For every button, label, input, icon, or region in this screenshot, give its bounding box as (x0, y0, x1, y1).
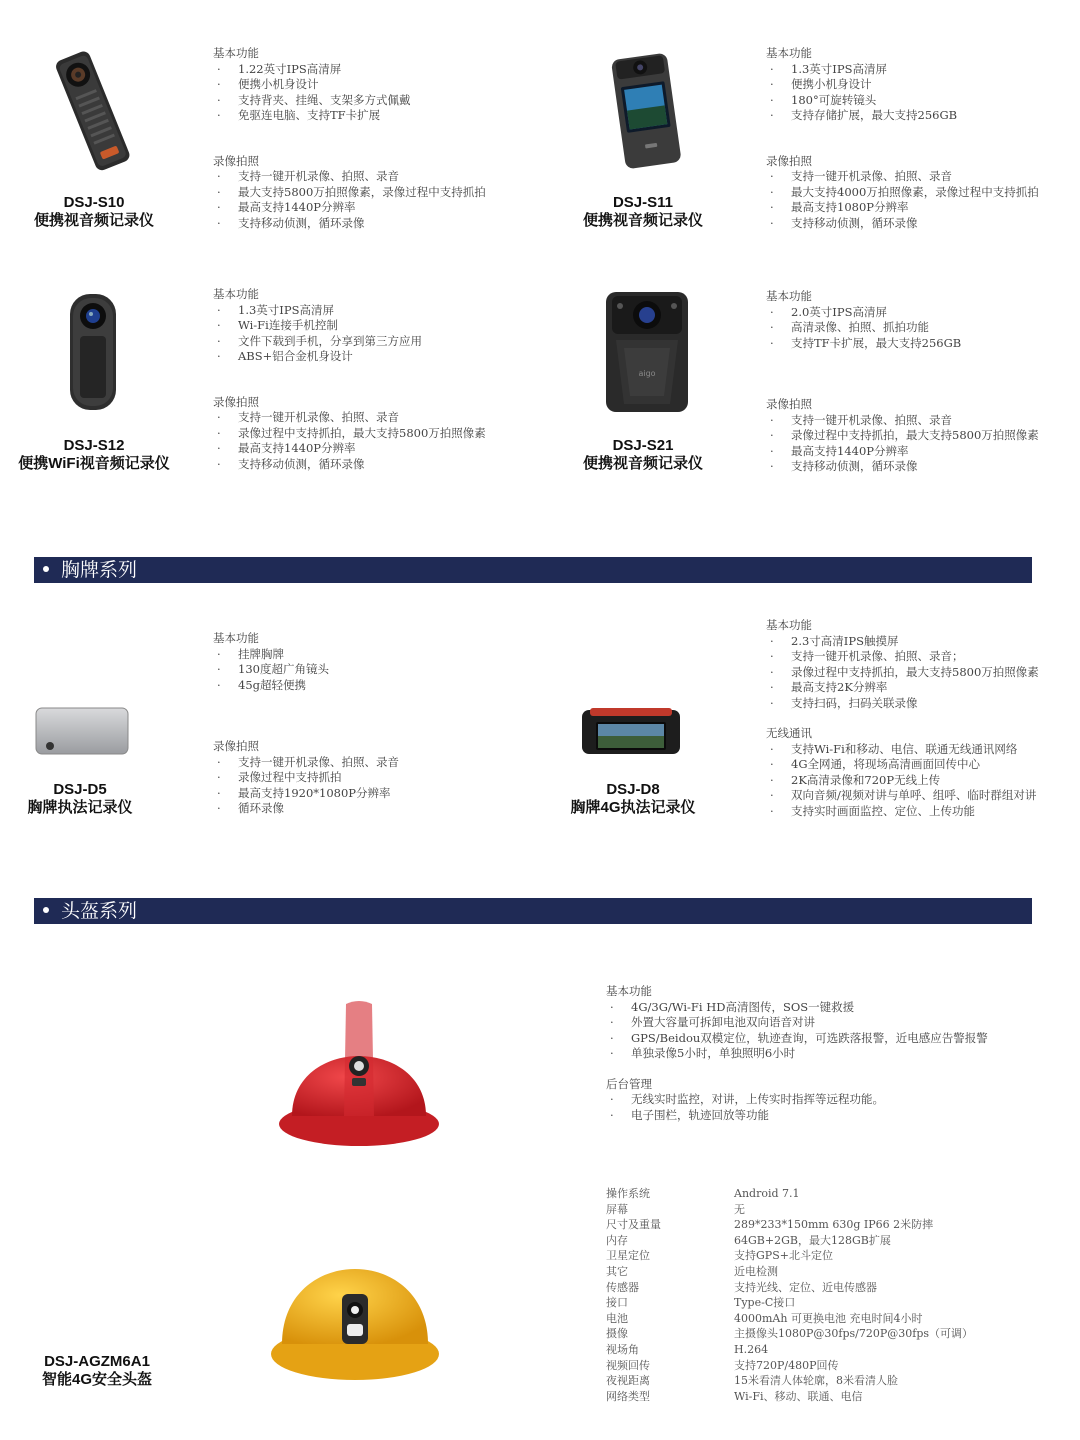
model-code: DSJ-D8 (606, 781, 660, 798)
spec-item: · 录像过程中支持抓拍 (213, 770, 399, 786)
dsj-s11-specs (766, 46, 1039, 231)
model-code: DSJ-D5 (53, 781, 107, 798)
spec-item: · 便携小机身设计 (213, 77, 486, 93)
spec-item: · 45g超轻便携 (213, 678, 399, 694)
spec-item: · 支持实时画面监控、定位、上传功能 (766, 804, 1039, 820)
spec-item: · 免驱连电脑、支持TF卡扩展 (213, 108, 486, 124)
spec-item: · 最大支持5800万拍照像素，录像过程中支持抓拍 (213, 185, 486, 201)
spec-item: · 支持一键开机录像、拍照、录音 (213, 169, 486, 185)
dsj-s10-title (24, 194, 164, 230)
spec-item: · 支持移动侦测，循环录像 (213, 216, 486, 232)
section-heading: 无线通讯 (766, 726, 812, 740)
dsj-s12-image (66, 292, 120, 412)
section-heading: 录像拍照 (213, 153, 259, 168)
model-code: DSJ-S10 (63, 194, 125, 211)
dsj-d5-image (34, 706, 130, 756)
dsj-d5-title (14, 781, 146, 817)
spec-value: Android 7.1 (734, 1187, 800, 1200)
svg-text:aigo: aigo (638, 369, 656, 378)
section-banner-title: 胸牌系列 (61, 559, 138, 581)
dsj-s21-title (573, 437, 713, 473)
dsj-s12-specs (213, 287, 486, 472)
spec-key: 其它 (606, 1264, 628, 1278)
spec-row (606, 1264, 973, 1280)
spec-value: 无 (734, 1202, 745, 1216)
spec-item: · 挂牌胸牌 (213, 647, 399, 663)
spec-item: · 支持一键开机录像、拍照、录音 (213, 755, 399, 771)
spec-item: · 180°可旋转镜头 (766, 93, 1039, 109)
spec-item: · 文件下载到手机，分享到第三方应用 (213, 334, 486, 350)
spec-value: Wi-Fi、移动、联通、电信 (734, 1389, 863, 1403)
section-heading: 录像拍照 (213, 394, 259, 409)
spec-value: 支持720P/480P回传 (734, 1358, 839, 1372)
spec-item: · 外置大容量可拆卸电池双向语音对讲 (606, 1015, 988, 1031)
spec-item: · 130度超广角镜头 (213, 662, 399, 678)
section-heading: 录像拍照 (766, 153, 812, 168)
spec-row (606, 1233, 973, 1249)
spec-item: · 高清录像、拍照、抓拍功能 (766, 320, 1039, 336)
spec-key: 电池 (606, 1311, 628, 1325)
spec-row (606, 1311, 973, 1327)
spec-row (606, 1389, 973, 1405)
spec-item: · 4G/3G/Wi-Fi HD高清图传，SOS一键救援 (606, 1000, 988, 1016)
model-code: DSJ-S12 (63, 437, 125, 454)
spec-item: · 1.3英寸IPS高清屏 (766, 62, 1039, 78)
spec-item: · 录像过程中支持抓拍，最大支持5800万拍照像素 (213, 426, 486, 442)
section-heading: 基本功能 (213, 46, 259, 60)
spec-value: 289*233*150mm 630g IP66 2米防摔 (734, 1218, 934, 1232)
spec-value: 4000mAh 可更换电池 充电时间4小时 (734, 1311, 923, 1325)
spec-key: 网络类型 (606, 1389, 650, 1403)
spec-item: · 2.0英寸IPS高清屏 (766, 305, 1039, 321)
spec-item: · 支持背夹、挂绳、支架多方式佩戴 (213, 93, 486, 109)
spec-item: · 最高支持1440P分辨率 (213, 200, 486, 216)
spec-item: · 支持一键开机录像、拍照、录音 (766, 413, 1039, 429)
spec-key: 内存 (606, 1233, 628, 1247)
spec-row (606, 1326, 973, 1342)
spec-item: · 支持移动侦测，循环录像 (213, 457, 486, 473)
spec-item: · 支持移动侦测，循环录像 (766, 216, 1039, 232)
section-banner-helmet (34, 898, 1032, 924)
spec-value: 15米看清人体轮廓，8米看清人脸 (734, 1374, 898, 1388)
dsj-d8-image (580, 706, 682, 756)
section-heading: 基本功能 (766, 618, 812, 632)
spec-item: · 便携小机身设计 (766, 77, 1039, 93)
dsj-s12-title (14, 437, 174, 473)
spec-item: · 支持一键开机录像、拍照、录音； (766, 649, 1039, 665)
spec-key: 视场角 (606, 1342, 639, 1356)
spec-item: · 循环录像 (213, 801, 399, 817)
spec-item: · 2.3寸高清IPS触摸屏 (766, 634, 1039, 650)
model-name: 便携WiFi视音频记录仪 (18, 455, 170, 472)
spec-item: · 单独录像5小时，单独照明6小时 (606, 1046, 988, 1062)
section-heading: 录像拍照 (213, 739, 259, 753)
spec-item: · 无线实时监控，对讲，上传实时指挥等远程功能。 (606, 1092, 988, 1108)
spec-key: 接口 (606, 1296, 628, 1310)
model-name: 智能4G安全头盔 (41, 1371, 152, 1388)
dsj-d8-title (563, 781, 703, 817)
spec-item: · 支持Wi-Fi和移动、电信、联通无线通讯网络 (766, 742, 1039, 758)
section-heading: 基本功能 (766, 46, 812, 60)
spec-row (606, 1217, 973, 1233)
spec-item: · GPS/Beidou双模定位，轨迹查询，可选跌落报警，近电感应告警报警 (606, 1031, 988, 1047)
spec-value: 64GB+2GB，最大128GB扩展 (734, 1233, 891, 1247)
spec-item: · 2K高清录像和720P无线上传 (766, 773, 1039, 789)
spec-item: · 双向音频/视频对讲与单呼、组呼、临时群组对讲 (766, 788, 1039, 804)
spec-value: 近电检测 (734, 1264, 778, 1278)
dsj-s21-specs (766, 289, 1039, 475)
helmet-title (24, 1353, 170, 1389)
spec-value: 支持光线、定位、近电传感器 (734, 1280, 877, 1294)
spec-key: 夜视距离 (606, 1374, 650, 1388)
spec-key: 操作系统 (606, 1187, 650, 1200)
model-code: DSJ-AGZM6A1 (44, 1353, 150, 1370)
dsj-d5-specs (213, 631, 399, 817)
spec-item: · 最高支持1920*1080P分辨率 (213, 786, 399, 802)
spec-row (606, 1373, 973, 1389)
spec-item: · 最高支持1080P分辨率 (766, 200, 1039, 216)
spec-item: · ABS+铝合金机身设计 (213, 349, 486, 365)
spec-item: · 录像过程中支持抓拍，最大支持5800万拍照像素 (766, 665, 1039, 681)
spec-key: 卫星定位 (606, 1249, 650, 1263)
spec-item: · 最大支持4000万拍照像素，录像过程中支持抓拍 (766, 185, 1039, 201)
bullet-icon (43, 566, 49, 572)
spec-item: · 电子围栏，轨迹回放等功能 (606, 1108, 988, 1124)
spec-row (606, 1342, 973, 1358)
spec-row (606, 1295, 973, 1311)
spec-item: · 1.22英寸IPS高清屏 (213, 62, 486, 78)
spec-item: · 支持扫码，扫码关联录像 (766, 696, 1039, 712)
section-banner-title: 头盔系列 (61, 900, 138, 922)
dsj-s10-image (50, 44, 134, 174)
helmet-spec-table (606, 1186, 973, 1404)
spec-key: 屏幕 (606, 1202, 628, 1216)
section-heading: 基本功能 (213, 287, 259, 301)
spec-item: · 最高支持1440P分辨率 (213, 441, 486, 457)
section-heading: 后台管理 (606, 1076, 652, 1091)
section-heading: 基本功能 (213, 631, 259, 645)
dsj-s10-specs (213, 46, 486, 231)
spec-key: 传感器 (606, 1280, 639, 1294)
bullet-icon (43, 907, 49, 913)
model-name: 便携视音频记录仪 (582, 455, 703, 472)
spec-item: · 1.3英寸IPS高清屏 (213, 303, 486, 319)
dsj-s21-image (604, 290, 690, 414)
model-code: DSJ-S21 (612, 437, 674, 454)
spec-value: 支持GPS+北斗定位 (734, 1249, 833, 1263)
helmet-specs (606, 984, 988, 1123)
spec-value: 主摄像头1080P@30fps/720P@30fps（可调） (734, 1327, 974, 1341)
spec-item: · 4G全网通，将现场高清画面回传中心 (766, 757, 1039, 773)
model-name: 便携视音频记录仪 (582, 212, 703, 229)
spec-key: 视频回传 (606, 1358, 650, 1372)
section-banner-badge (34, 557, 1032, 583)
model-name: 胸牌4G执法记录仪 (570, 799, 696, 816)
spec-row (606, 1186, 973, 1202)
spec-row (606, 1358, 973, 1374)
section-heading: 录像拍照 (766, 397, 812, 411)
spec-value: H.264 (734, 1342, 769, 1356)
spec-row (606, 1202, 973, 1218)
spec-item: · Wi-Fi连接手机控制 (213, 318, 486, 334)
spec-item: · 最高支持2K分辨率 (766, 680, 1039, 696)
spec-key: 尺寸及重量 (606, 1218, 661, 1232)
spec-item: · 支持一键开机录像、拍照、录音 (213, 410, 486, 426)
spec-item: · 支持存储扩展，最大支持256GB (766, 108, 1039, 124)
dsj-s11-image (604, 48, 688, 170)
model-code: DSJ-S11 (612, 194, 674, 211)
model-name: 胸牌执法记录仪 (27, 799, 133, 816)
yellow-helmet-image (268, 1214, 442, 1384)
dsj-s11-title (573, 194, 713, 230)
dsj-d8-specs (766, 618, 1039, 819)
spec-item: · 支持TF卡扩展，最大支持256GB (766, 336, 1039, 352)
spec-item: · 支持移动侦测，循环录像 (766, 459, 1039, 475)
spec-row (606, 1248, 973, 1264)
spec-item: · 录像过程中支持抓拍，最大支持5800万拍照像素 (766, 428, 1039, 444)
spec-value: Type-C接口 (734, 1296, 796, 1310)
red-helmet-image (276, 996, 442, 1150)
spec-row (606, 1280, 973, 1296)
section-heading: 基本功能 (766, 289, 812, 303)
section-heading: 基本功能 (606, 984, 652, 998)
model-name: 便携视音频记录仪 (33, 212, 154, 229)
spec-item: · 支持一键开机录像、拍照、录音 (766, 169, 1039, 185)
spec-item: · 最高支持1440P分辨率 (766, 444, 1039, 460)
spec-key: 摄像 (606, 1327, 628, 1341)
